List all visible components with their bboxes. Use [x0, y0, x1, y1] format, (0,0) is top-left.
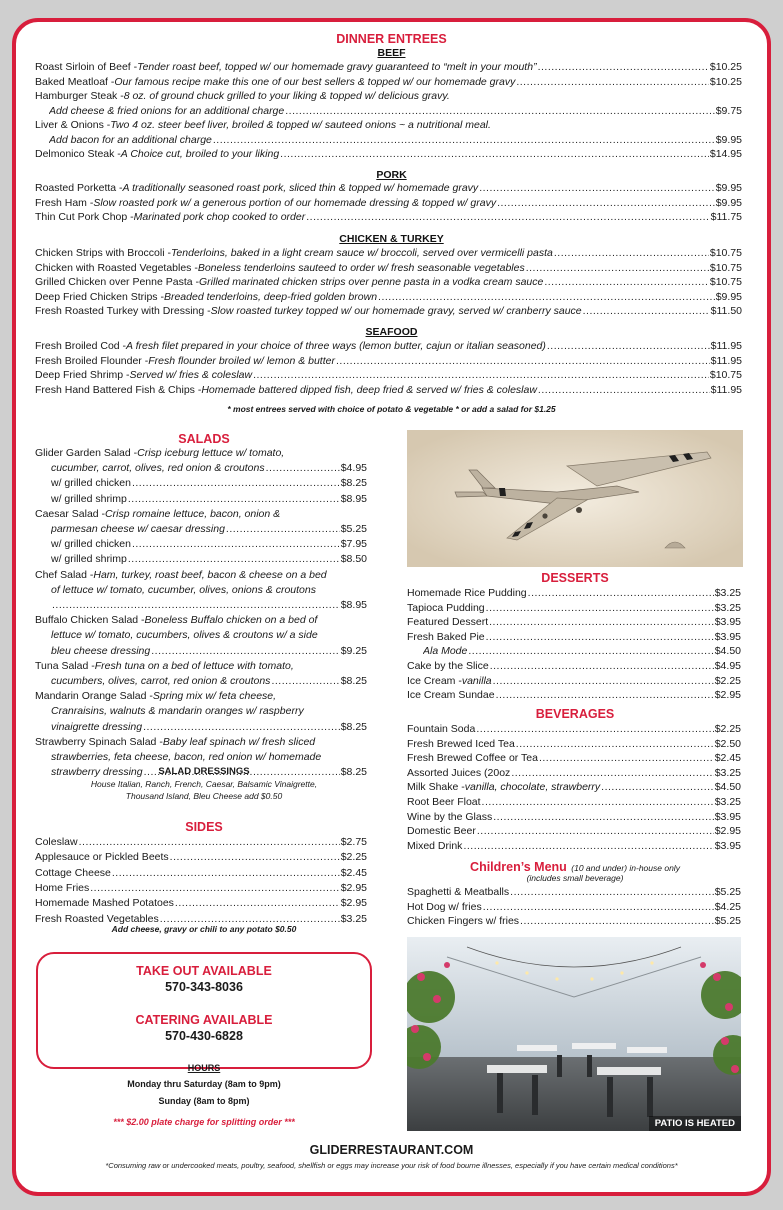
leader-dots — [547, 340, 710, 353]
item-description: of lettuce w/ tomato, cucumber, olives, onions & croutons — [51, 583, 316, 596]
menu-item — [35, 291, 742, 304]
menu-item — [407, 886, 741, 899]
patio-photo — [407, 937, 741, 1131]
menu-item — [35, 660, 367, 673]
item-price: $10.25 — [709, 75, 742, 88]
menu-item — [51, 477, 367, 490]
entree-note: * most entrees served with choice of potato & vegetable * or add a salad for $1.25 — [227, 404, 556, 414]
leader-dots — [253, 369, 709, 382]
food-safety-disclaimer: *Consuming raw or undercooked meats, poultry, seafood, shellfish or eggs may increase your risk of food bourne illnesses, especially if you have certain medical conditions* — [105, 1161, 678, 1170]
menu-item — [35, 119, 742, 132]
item-name: Wine by the Glass — [407, 810, 493, 823]
leader-dots — [511, 767, 713, 780]
leader-dots — [175, 897, 340, 910]
item-price: $9.25 — [340, 644, 367, 657]
item-price: $8.25 — [340, 720, 367, 733]
menu-item — [35, 355, 742, 368]
seafood-title: SEAFOOD — [365, 326, 418, 338]
item-name: Fresh Roasted Vegetables — [35, 912, 159, 925]
leader-dots — [132, 477, 340, 490]
menu-item — [407, 915, 741, 928]
menu-item — [407, 738, 741, 751]
airplane-image — [407, 430, 743, 567]
catering-label: CATERING AVAILABLE — [135, 1013, 273, 1027]
item-price: $11.95 — [710, 340, 742, 352]
leader-dots — [336, 355, 710, 368]
leader-dots — [378, 291, 715, 304]
item-description: Slow roasted turkey topped w/ our homemade gravy, served w/ cranberry sauce — [210, 305, 582, 317]
leader-dots — [226, 523, 340, 536]
item-price: $9.95 — [715, 196, 742, 209]
item-description: Slow roasted pork w/ a generous portion of our homemade dressing & topped w/ gravy — [93, 196, 497, 209]
leader-dots — [128, 553, 340, 566]
menu-item — [51, 553, 367, 566]
pork-title: PORK — [376, 169, 407, 181]
menu-item — [49, 105, 742, 118]
item-name: w/ grilled shrimp — [51, 553, 127, 566]
desserts-title: DESSERTS — [541, 571, 609, 585]
leader-dots — [520, 915, 714, 928]
airplane-photo — [407, 430, 743, 567]
item-description: Add bacon for an additional charge — [49, 133, 212, 146]
item-description: Boneless tenderloins sauteed to order w/ fresh seasonable vegetables — [197, 261, 525, 274]
item-price: $2.95 — [340, 897, 367, 910]
item-name: w/ grilled shrimp — [51, 492, 127, 505]
item-description: strawberries, feta cheese, bacon, red onion w/ homemade — [51, 751, 322, 763]
menu-item — [35, 247, 742, 260]
leader-dots — [271, 675, 339, 688]
leader-dots — [306, 211, 709, 224]
salad-dressings-title: SALAD DRESSINGS — [158, 766, 250, 777]
item-description: Served w/ fries & coleslaw — [129, 369, 253, 381]
item-price: $4.50 — [714, 645, 741, 658]
item-price: $3.95 — [714, 630, 741, 643]
menu-item — [51, 493, 367, 506]
item-price: $8.95 — [340, 492, 367, 505]
item-name: Fresh Brewed Coffee or Tea — [407, 752, 538, 765]
item-description: vinaigrette dressing — [51, 720, 143, 733]
item-name: Fresh Roasted Turkey with Dressing - — [35, 305, 211, 317]
menu-item — [35, 384, 742, 397]
item-price: $2.25 — [340, 851, 367, 864]
item-description: Crisp romaine lettuce, bacon, onion & — [105, 507, 281, 520]
item-description: Ala Mode — [423, 645, 468, 658]
item-price: $3.95 — [714, 810, 741, 823]
item-price: $2.95 — [714, 825, 741, 838]
item-name: Fresh Baked Pie — [407, 630, 485, 643]
item-price: $4.95 — [340, 462, 367, 475]
item-name: Strawberry Spinach Salad - — [35, 735, 163, 748]
childrens-menu-subtitle2: (includes small beverage) — [526, 873, 624, 883]
leader-dots — [538, 384, 710, 397]
menu-item — [35, 197, 742, 210]
item-description: A fresh filet prepared in your choice of three ways (lemon butter, cajun or italian seasoned) — [126, 340, 546, 352]
leader-dots — [463, 840, 713, 853]
item-price: $8.50 — [340, 553, 367, 566]
item-price: $11.95 — [710, 354, 742, 367]
menu-item — [407, 781, 741, 794]
item-price: $3.25 — [714, 766, 741, 779]
item-description: strawberry dressing — [51, 766, 143, 779]
leader-dots — [482, 796, 714, 809]
item-price: $2.95 — [714, 689, 741, 702]
item-description: vanilla, chocolate, strawberry — [464, 781, 601, 794]
leader-dots — [128, 493, 340, 506]
item-name: Hamburger Steak - — [35, 90, 124, 102]
menu-item — [35, 305, 742, 318]
leader-dots — [213, 134, 715, 147]
leader-dots — [489, 616, 714, 629]
menu-item — [35, 614, 367, 627]
item-price: $2.25 — [714, 723, 741, 735]
website-link[interactable]: GLIDERRESTAURANT.COM — [309, 1143, 474, 1157]
item-description: Baby leaf spinach w/ fresh sliced — [162, 735, 316, 748]
leader-dots — [90, 882, 339, 895]
item-description: Breaded tenderloins, deep-fried golden brown — [163, 290, 378, 303]
menu-item — [407, 901, 741, 914]
hours-sunday: Sunday (8am to 8pm) — [158, 1096, 250, 1106]
salad-dressings-line2: Thousand Island, Bleu Cheese add $0.50 — [125, 791, 283, 801]
item-name: Assorted Juices (20oz — [407, 766, 511, 779]
menu-item — [407, 825, 741, 838]
item-description: Crisp iceburg lettuce w/ tomato, — [137, 447, 285, 459]
menu-item — [407, 587, 741, 600]
item-price: $5.25 — [714, 915, 741, 928]
menu-item — [51, 538, 367, 551]
item-description: lettuce w/ tomato, cucumbers, olives & croutons w/ a side — [51, 629, 318, 642]
item-description: Two 4 oz. steer beef liver, broiled & topped w/ sauteed onions ~ a nutritional meal. — [110, 119, 491, 131]
menu-item — [407, 689, 741, 702]
item-name: Chicken with Roasted Vegetables - — [35, 261, 198, 274]
leader-dots — [516, 738, 714, 751]
chicken-turkey-title: CHICKEN & TURKEY — [339, 233, 444, 245]
menu-item — [51, 751, 367, 764]
leader-dots — [526, 262, 709, 275]
beverages-title: BEVERAGES — [535, 707, 615, 721]
leader-dots — [132, 538, 340, 551]
sides-note: Add cheese, gravy or chili to any potato $0.50 — [111, 924, 297, 934]
item-price: $7.95 — [340, 538, 367, 551]
item-name: Delmonico Steak - — [35, 148, 121, 160]
item-price: $9.95 — [715, 182, 742, 194]
item-price: $14.95 — [709, 148, 742, 160]
item-name: Tuna Salad - — [35, 659, 95, 672]
takeout-phone[interactable]: 570-343-8036 — [165, 980, 243, 994]
item-name: Chef Salad - — [35, 568, 94, 581]
item-name: Ice Cream Sundae — [407, 689, 495, 702]
item-name: Hot Dog w/ fries — [407, 900, 482, 913]
item-description: Add cheese & fried onions for an additional charge — [49, 104, 285, 117]
item-price: $9.95 — [715, 290, 742, 303]
item-price: $2.25 — [714, 674, 741, 687]
leader-dots — [285, 105, 714, 118]
split-order-note: *** $2.00 plate charge for splitting order *** — [113, 1117, 295, 1127]
menu-item — [35, 882, 367, 895]
item-price: $10.75 — [709, 276, 742, 288]
leader-dots — [516, 76, 709, 89]
item-price: $10.25 — [709, 61, 742, 73]
item-name: w/ grilled chicken — [51, 477, 131, 490]
catering-phone[interactable]: 570-430-6828 — [165, 1029, 243, 1043]
leader-dots — [493, 811, 714, 824]
hours-weekdays: Monday thru Saturday (8am to 9pm) — [127, 1079, 281, 1089]
menu-item — [35, 90, 742, 103]
leader-dots — [497, 197, 715, 210]
item-price: $11.95 — [710, 383, 742, 396]
item-description: vanilla — [461, 674, 492, 687]
menu-item — [407, 811, 741, 824]
item-price: $8.25 — [340, 477, 367, 490]
item-name: Roasted Porketta - — [35, 182, 123, 194]
menu-item — [35, 182, 742, 195]
item-description: parmesan cheese w/ caesar dressing — [51, 523, 225, 535]
item-name: Fresh Broiled Cod - — [35, 340, 127, 352]
item-name: Grilled Chicken over Penne Pasta - — [35, 276, 199, 288]
item-price: $3.25 — [714, 796, 741, 808]
salads-title: SALADS — [178, 432, 230, 446]
item-name: Thin Cut Pork Chop - — [35, 211, 134, 223]
item-name: Fountain Soda — [407, 723, 476, 735]
leader-dots — [151, 645, 339, 658]
leader-dots — [554, 247, 709, 260]
item-description: cucumber, carrot, olives, red onion & croutons — [51, 462, 265, 475]
item-price: $9.95 — [715, 133, 742, 146]
menu-item — [51, 599, 367, 612]
menu-item — [407, 675, 741, 688]
item-price: $3.25 — [714, 587, 741, 599]
item-description: bleu cheese dressing — [51, 644, 151, 657]
item-name: Roast Sirloin of Beef - — [35, 61, 138, 73]
item-description: cucumbers, olives, carrot, red onion & croutons — [51, 675, 271, 687]
item-name: Chicken Strips with Broccoli - — [35, 247, 171, 259]
item-description: Fresh tuna on a bed of lettuce with tomato, — [94, 659, 294, 672]
item-description: Spring mix w/ feta cheese, — [152, 690, 277, 703]
salad-dressings-line1: House Italian, Ranch, French, Caesar, Balsamic Vinaigrette, — [90, 779, 318, 789]
dinner-entrees-title: DINNER ENTREES — [336, 32, 447, 46]
menu-item — [49, 134, 742, 147]
beef-title: BEEF — [377, 47, 406, 59]
menu-item — [35, 897, 367, 910]
item-price: $2.50 — [714, 737, 741, 750]
menu-item — [407, 796, 741, 809]
menu-item — [35, 447, 367, 460]
item-price: $2.75 — [340, 836, 367, 848]
leader-dots — [468, 645, 713, 658]
leader-dots — [477, 825, 714, 838]
menu-item — [407, 752, 741, 765]
item-price: $3.25 — [714, 601, 741, 614]
menu-item — [35, 736, 367, 749]
item-description: Homemade battered dipped fish, deep fried & served w/ fries & coleslaw — [201, 383, 537, 396]
menu-item — [35, 690, 367, 703]
patio-caption: PATIO IS HEATED — [649, 1116, 741, 1131]
leader-dots — [544, 276, 709, 289]
menu-item — [35, 836, 367, 849]
item-price: $8.95 — [340, 599, 367, 611]
item-price: $10.75 — [709, 247, 742, 259]
item-description: Cranraisins, walnuts & mandarin oranges w/ raspberry — [51, 705, 304, 718]
item-name: Milk Shake - — [407, 781, 465, 794]
item-description: Fresh flounder broiled w/ lemon & butter — [148, 354, 335, 367]
leader-dots — [52, 599, 340, 612]
leader-dots — [143, 721, 340, 734]
leader-dots — [266, 462, 340, 475]
menu-item — [51, 629, 367, 642]
item-name: Homemade Mashed Potatoes — [35, 897, 174, 910]
childrens-menu-title: Children’s Menu — [470, 860, 567, 874]
item-price: $4.25 — [714, 900, 741, 913]
item-price: $10.75 — [709, 261, 742, 274]
item-description: Tenderloins, baked in a light cream sauce w/ broccoli, served over vermicelli pasta — [170, 247, 553, 259]
item-name: Deep Fried Shrimp - — [35, 369, 130, 381]
menu-item — [51, 523, 367, 536]
menu-item — [35, 276, 742, 289]
item-price: $2.95 — [340, 881, 367, 894]
item-name: Fresh Hand Battered Fish & Chips - — [35, 383, 202, 396]
item-name: Mandarin Orange Salad - — [35, 690, 153, 703]
leader-dots — [493, 675, 714, 688]
item-price: $5.25 — [714, 886, 741, 898]
item-price: $3.95 — [714, 616, 741, 629]
menu-item — [35, 508, 367, 521]
menu-item — [35, 867, 367, 880]
item-price: $3.25 — [340, 912, 367, 925]
menu-item — [407, 631, 741, 644]
item-name: Cottage Cheese — [35, 866, 111, 879]
menu-item — [35, 851, 367, 864]
leader-dots — [486, 602, 714, 615]
menu-item — [51, 705, 367, 718]
item-name: Applesauce or Pickled Beets — [35, 851, 169, 864]
item-price: $3.95 — [714, 839, 741, 852]
item-price: $5.25 — [340, 523, 367, 535]
item-name: Fresh Broiled Flounder - — [35, 354, 149, 367]
menu-item — [35, 340, 742, 353]
menu-item — [51, 675, 367, 688]
leader-dots — [539, 752, 714, 765]
item-name: Chicken Fingers w/ fries — [407, 915, 520, 928]
menu-item — [423, 645, 741, 658]
item-name: Spaghetti & Meatballs — [407, 886, 510, 898]
item-name: Buffalo Chicken Salad - — [35, 614, 145, 627]
menu-item — [407, 840, 741, 853]
leader-dots — [496, 689, 714, 702]
item-price: $4.95 — [714, 660, 741, 672]
item-description: Our famous recipe make this one of our best sellers & topped w/ our homemade gravy — [114, 75, 516, 88]
item-description: Grilled marinated chicken strips over penne pasta in a vodka cream sauce — [199, 276, 544, 288]
leader-dots — [510, 886, 714, 899]
item-description: Tender roast beef, topped w/ our homemade gravy guaranteed to “melt in your mouth” — [137, 61, 537, 73]
item-name: Baked Meatloaf - — [35, 75, 115, 88]
item-price: $2.45 — [340, 866, 367, 879]
item-description: Ham, turkey, roast beef, bacon & cheese on a bed — [93, 568, 327, 581]
item-price: $8.25 — [340, 675, 367, 687]
item-name: Homemade Rice Pudding — [407, 587, 527, 599]
item-name: Home Fries — [35, 881, 90, 894]
item-description: A traditionally seasoned roast pork, sliced thin & topped w/ homemade gravy — [122, 182, 479, 194]
item-price: $8.25 — [340, 766, 367, 779]
item-name: Fresh Brewed Iced Tea — [407, 737, 515, 750]
menu-item — [35, 211, 742, 224]
item-name: w/ grilled chicken — [51, 538, 131, 551]
menu-item — [35, 76, 742, 89]
takeout-label: TAKE OUT AVAILABLE — [136, 964, 272, 978]
item-name: Domestic Beer — [407, 825, 476, 838]
leader-dots — [476, 723, 713, 736]
leader-dots — [601, 781, 714, 794]
item-price: $10.75 — [709, 369, 742, 381]
sides-title: SIDES — [185, 820, 223, 834]
item-price: $9.75 — [715, 104, 742, 117]
childrens-menu-subtitle: (10 and under) in-house only — [571, 863, 680, 873]
leader-dots — [490, 660, 714, 673]
menu-item — [51, 645, 367, 658]
patio-image — [407, 937, 741, 1131]
item-name: Caesar Salad - — [35, 507, 106, 520]
item-name: Cake by the Slice — [407, 660, 489, 672]
item-name: Featured Dessert — [407, 616, 489, 629]
item-name: Fresh Ham - — [35, 196, 94, 209]
menu-item — [35, 569, 367, 582]
leader-dots — [479, 182, 715, 195]
menu-item — [407, 767, 741, 780]
item-name: Mixed Drink — [407, 839, 463, 852]
leader-dots — [483, 901, 714, 914]
leader-dots — [538, 61, 709, 74]
menu-item — [407, 660, 741, 673]
item-description: Marinated pork chop cooked to order — [133, 211, 306, 223]
menu-item — [407, 602, 741, 615]
menu-item — [51, 721, 367, 734]
item-description: A Choice cut, broiled to your liking — [120, 148, 280, 160]
leader-dots — [486, 631, 714, 644]
leader-dots — [583, 305, 710, 318]
leader-dots — [79, 836, 340, 849]
menu-item — [35, 369, 742, 382]
item-price: $4.50 — [714, 781, 741, 794]
item-name: Coleslaw — [35, 836, 78, 848]
item-description: Boneless Buffalo chicken on a bed of — [144, 614, 318, 627]
item-name: Glider Garden Salad - — [35, 447, 138, 459]
menu-item — [407, 616, 741, 629]
item-price: $2.45 — [714, 752, 741, 765]
menu-item — [407, 723, 741, 736]
item-price: $11.50 — [710, 305, 742, 317]
menu-item — [35, 148, 742, 161]
menu-item — [51, 462, 367, 475]
leader-dots — [170, 851, 340, 864]
item-name: Tapioca Pudding — [407, 601, 485, 614]
item-name: Liver & Onions - — [35, 119, 111, 131]
item-description: 8 oz. of ground chuck grilled to your liking & topped w/ delicious gravy. — [123, 90, 450, 102]
menu-item — [51, 584, 367, 597]
leader-dots — [280, 148, 709, 161]
item-name: Deep Fried Chicken Strips - — [35, 290, 164, 303]
leader-dots — [112, 867, 340, 880]
hours-title: HOURS — [187, 1063, 221, 1073]
menu-item — [35, 262, 742, 275]
item-price: $11.75 — [710, 211, 742, 223]
item-name: Root Beer Float — [407, 796, 481, 808]
item-name: Ice Cream - — [407, 674, 462, 687]
leader-dots — [528, 587, 714, 600]
menu-item — [35, 61, 742, 74]
